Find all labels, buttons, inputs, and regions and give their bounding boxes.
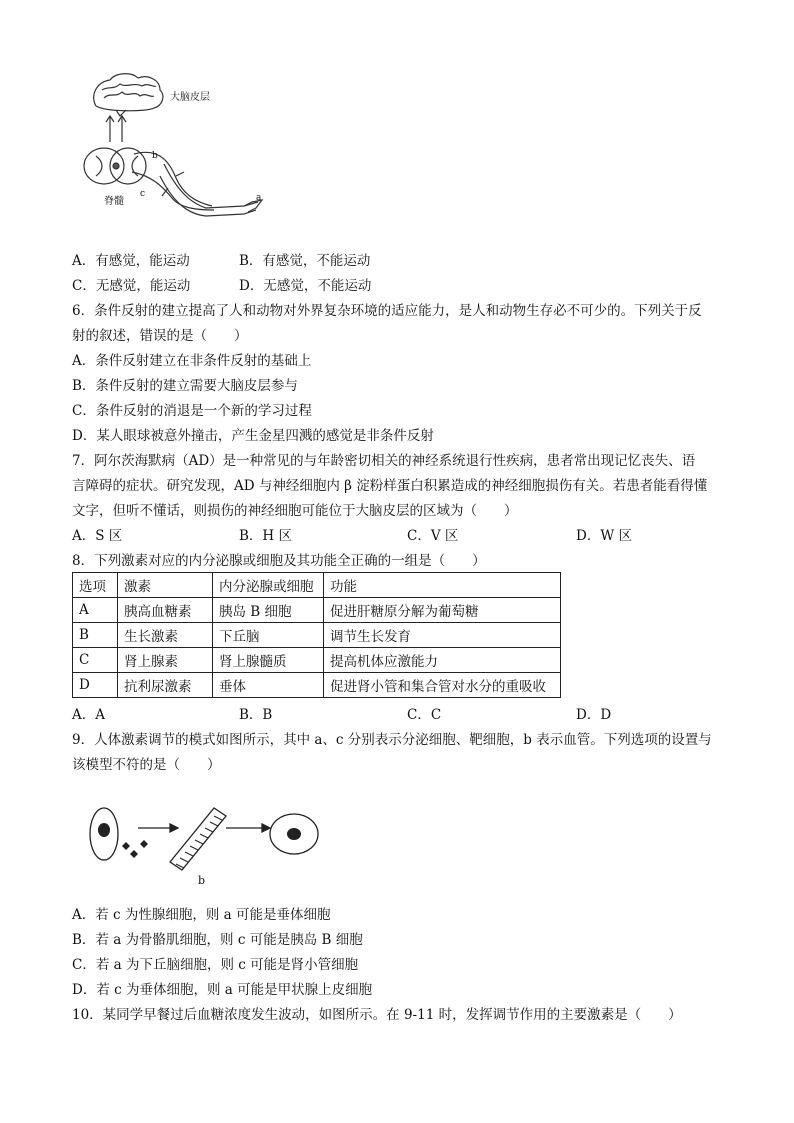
label-spine: 脊髓 [104,196,124,207]
secretory-cell-a [90,808,118,860]
table-cell: 肾上腺素 [118,648,213,673]
q9-option-d: D．若 c 为垂体细胞，则 a 可能是甲状腺上皮细胞 [72,982,373,998]
table-cell: 胰岛 B 细胞 [213,598,324,623]
q6-option-b: B．条件反射的建立需要大脑皮层参与 [72,378,298,394]
label-c: c [140,189,146,199]
table-row [73,673,561,698]
q7-option-a: A．S 区 [72,528,123,544]
q6-option-d: D．某人眼球被意外撞击，产生金星四溅的感觉是非条件反射 [72,428,434,444]
table-header: 选项 [73,573,118,598]
q6-stem-1: 6．条件反射的建立提高了人和动物对外界复杂环境的适应能力，是人和动物生存必不可少的。下列关于反 [72,303,702,319]
table-header: 激素 [118,573,213,598]
table-cell: 肾上腺髓质 [213,648,324,673]
hormone-model-figure [86,800,326,890]
label-cortex: 大脑皮层 [170,92,210,103]
label-a: a [256,193,262,203]
q9-stem-2: 该模型不符的是（ ） [72,757,221,773]
q8-option-a: A．A [72,707,105,723]
q7-stem-2: 言障碍的症状。研究发现，AD 与神经细胞内 β 淀粉样蛋白积累造成的神经细胞损伤有关。若患者能看得懂 [72,478,708,494]
q9-option-b: B．若 a 为骨骼肌细胞，则 c 可能是胰岛 B 细胞 [72,932,363,948]
table-cell: 促进肝糖原分解为葡萄糖 [324,598,561,623]
table-header: 功能 [324,573,561,598]
table-cell: 提高机体应激能力 [324,648,561,673]
q6-option-c: C．条件反射的消退是一个新的学习过程 [72,403,312,419]
q9-stem-1: 9．人体激素调节的模式如图所示，其中 a、c 分别表示分泌细胞、靶细胞，b 表示血管。下列选项的设置与 [72,732,712,748]
table-cell: B [73,623,118,648]
table-row [73,598,561,623]
q8-option-b: B．B [239,707,273,723]
brain-drawing [94,74,163,116]
table-header-row [73,573,561,598]
q5-option-b: B．有感觉，不能运动 [239,253,371,269]
label-b: b [152,151,158,161]
hormone-table [72,572,561,698]
arrow-to-target [226,824,270,832]
arm-drawing [160,164,262,216]
q7-option-c: C．V 区 [407,528,459,544]
q7-stem-1: 7．阿尔茨海默病（AD）是一种常见的与年龄密切相关的神经系统退行性疾病，患者常出现记忆丧失、语 [72,453,696,469]
blood-vessel-b [170,808,226,870]
table-row [73,623,561,648]
table-cell: D [73,673,118,698]
q9-option-a: A．若 c 为性腺细胞，则 a 可能是垂体细胞 [72,907,331,923]
reflex-arc-figure [76,68,276,218]
arrow-to-vessel [138,824,178,832]
table-row [73,648,561,673]
table-cell: C [73,648,118,673]
hormone-molecules [122,840,148,858]
table-cell: 胰高血糖素 [118,598,213,623]
label-b: b [198,874,206,887]
table-cell: 生长激素 [118,623,213,648]
table-cell: A [73,598,118,623]
q5-option-c: C．无感觉，能运动 [72,278,191,294]
q5-option-a: A．有感觉，能运动 [72,253,190,269]
table-cell: 调节生长发育 [324,623,561,648]
q5-option-d: D．无感觉，不能运动 [239,278,372,294]
q9-option-c: C．若 a 为下丘脑细胞，则 c 可能是肾小管细胞 [72,957,359,973]
q7-stem-3: 文字，但听不懂话，则损伤的神经细胞可能位于大脑皮层的区域为（ ） [72,503,518,519]
table-cell: 垂体 [213,673,324,698]
q8-stem: 8．下列激素对应的内分泌腺或细胞及其功能全正确的一组是（ ） [72,553,486,569]
q8-option-d: D．D [576,707,612,723]
table-header: 内分泌腺或细胞 [213,573,324,598]
q7-option-b: B．H 区 [239,528,292,544]
q8-option-c: C．C [407,707,442,723]
table-cell: 抗利尿激素 [118,673,213,698]
table-cell: 促进肾小管和集合管对水分的重吸收 [324,673,561,698]
q6-stem-2: 射的叙述，错误的是（ ） [72,328,248,344]
q6-option-a: A．条件反射建立在非条件反射的基础上 [72,353,312,369]
target-cell-c [270,814,318,854]
q10-stem: 10．某同学早餐过后血糖浓度发生波动，如图所示。在 9-11 时，发挥调节作用的主要激素是（ ） [72,1007,682,1023]
q7-option-d: D．W 区 [576,528,632,544]
table-cell: 下丘脑 [213,623,324,648]
